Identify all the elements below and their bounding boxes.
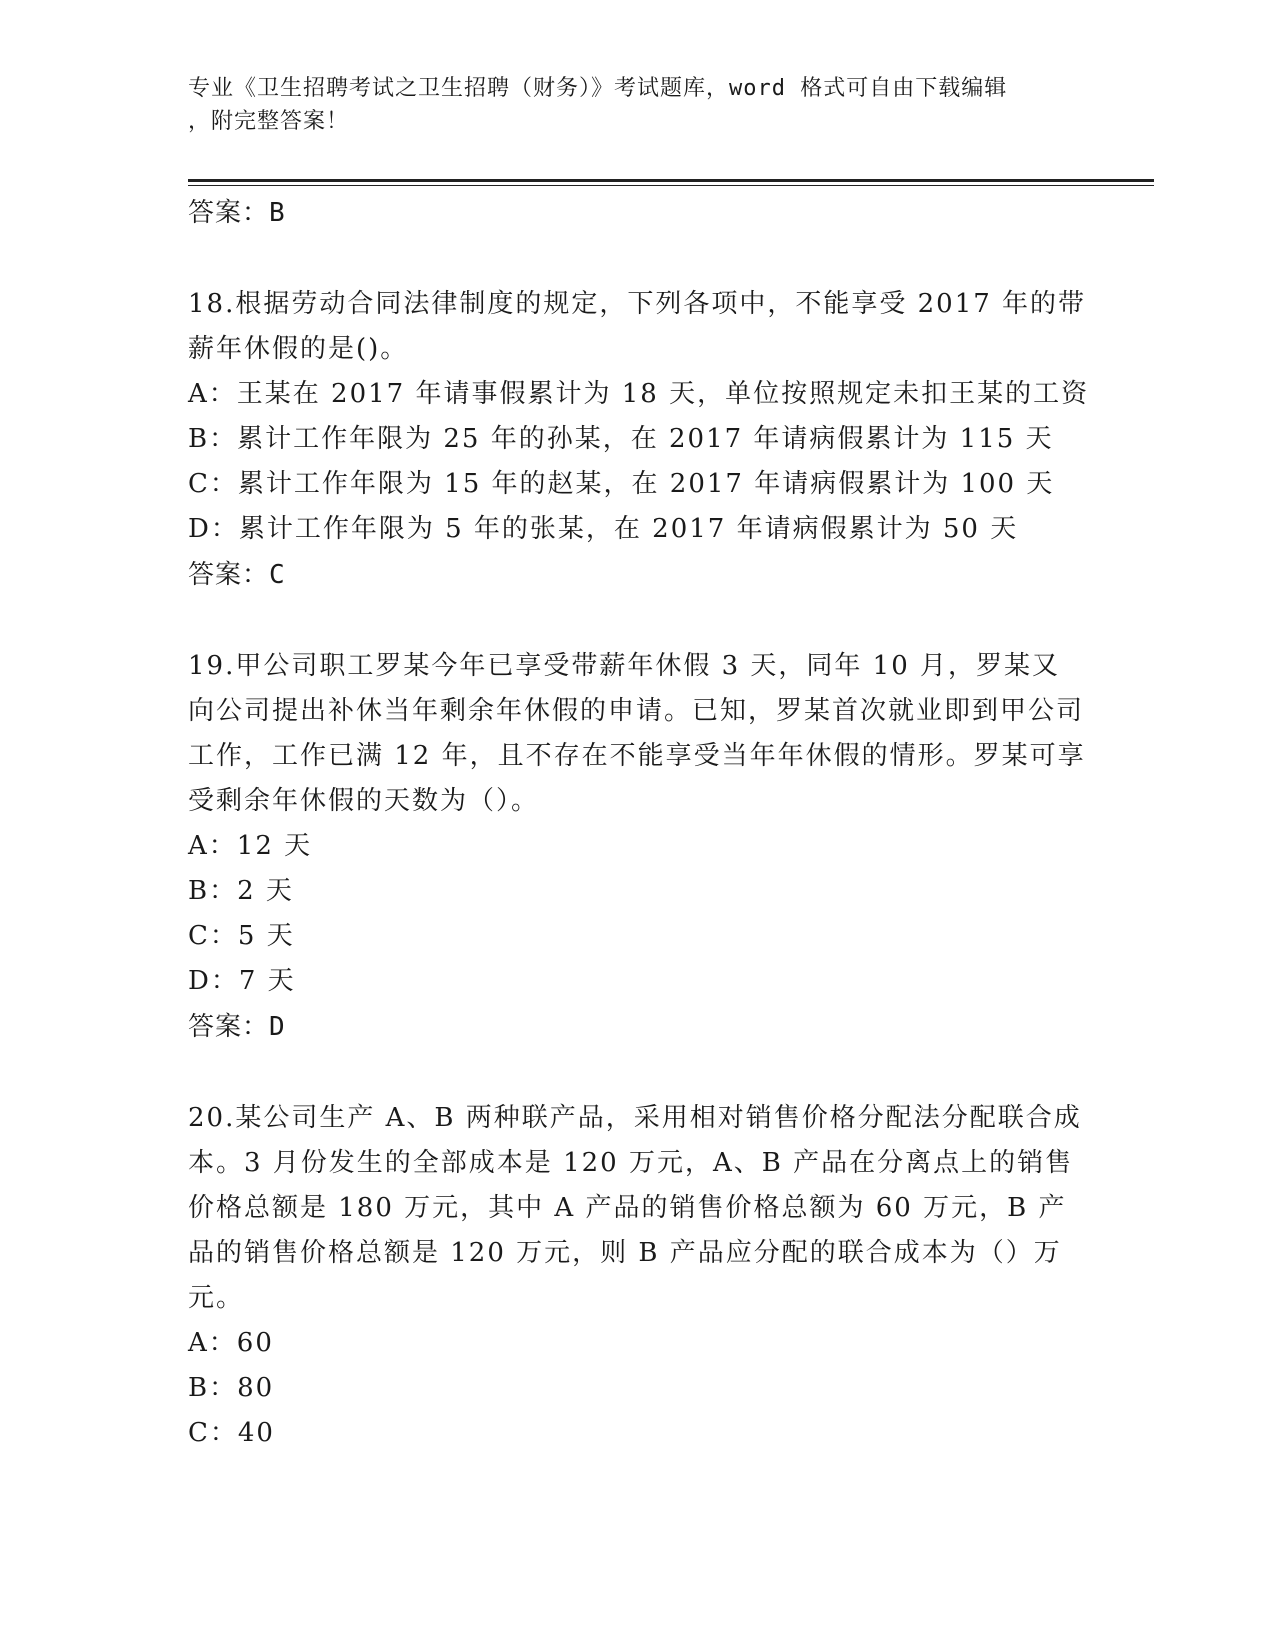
question-answer: 答案：D [188,1012,286,1042]
header-line-2: ，附完整答案！ [188,109,350,134]
option-a: A：60 [188,1328,274,1358]
option-a: A：12 天 [188,831,313,861]
option-b: B：累计工作年限为 25 年的孙某，在 2017 年请病假累计为 115 天 [188,424,1054,454]
question-stem: 19.甲公司职工罗某今年已享受带薪年休假 3 天，同年 10 月，罗某又向公司提出补休当年剩余年休假的申请。已知，罗某首次就业即到甲公司工作，工作已满 12 年，且不存在不能享受当年年休假的情形。罗某可享受剩余年休假的天数为（）。 [188,651,1086,816]
document-header [188,72,1088,138]
option-c: C：5 天 [188,921,295,951]
question-answer: 答案：C [188,560,286,590]
document-body [188,190,1088,1456]
option-d: D：累计工作年限为 5 年的张某，在 2017 年请病假累计为 50 天 [188,514,1019,544]
option-c: C：40 [188,1418,275,1448]
option-b: B：2 天 [188,876,294,906]
option-b: B：80 [188,1373,275,1403]
previous-answer: 答案：B [188,198,286,228]
option-a: A：王某在 2017 年请事假累计为 18 天，单位按照规定未扣王某的工资 [188,379,1090,409]
question-18 [188,282,1088,598]
header-divider-thin [188,185,1154,186]
question-stem: 20.某公司生产 A、B 两种联产品，采用相对销售价格分配法分配联合成本。3 月份发生的全部成本是 120 万元，A、B 产品在分离点上的销售价格总额是 180 万元，其中 A 产品的销售价格总额为 60 万元，B 产品的销售价格总额是 120 万元，则 B 产品应分配的联合成本为（）万元。 [188,1103,1082,1313]
header-divider-thick [188,179,1154,182]
option-c: C：累计工作年限为 15 年的赵某，在 2017 年请病假累计为 100 天 [188,469,1055,499]
question-stem: 18.根据劳动合同法律制度的规定，下列各项中，不能享受 2017 年的带薪年休假的是()。 [188,289,1087,364]
question-20 [188,1096,1088,1456]
question-19 [188,644,1088,1050]
option-d: D：7 天 [188,966,296,996]
header-line-1: 专业《卫生招聘考试之卫生招聘（财务）》考试题库，word 格式可自由下载编辑 [188,76,1008,101]
